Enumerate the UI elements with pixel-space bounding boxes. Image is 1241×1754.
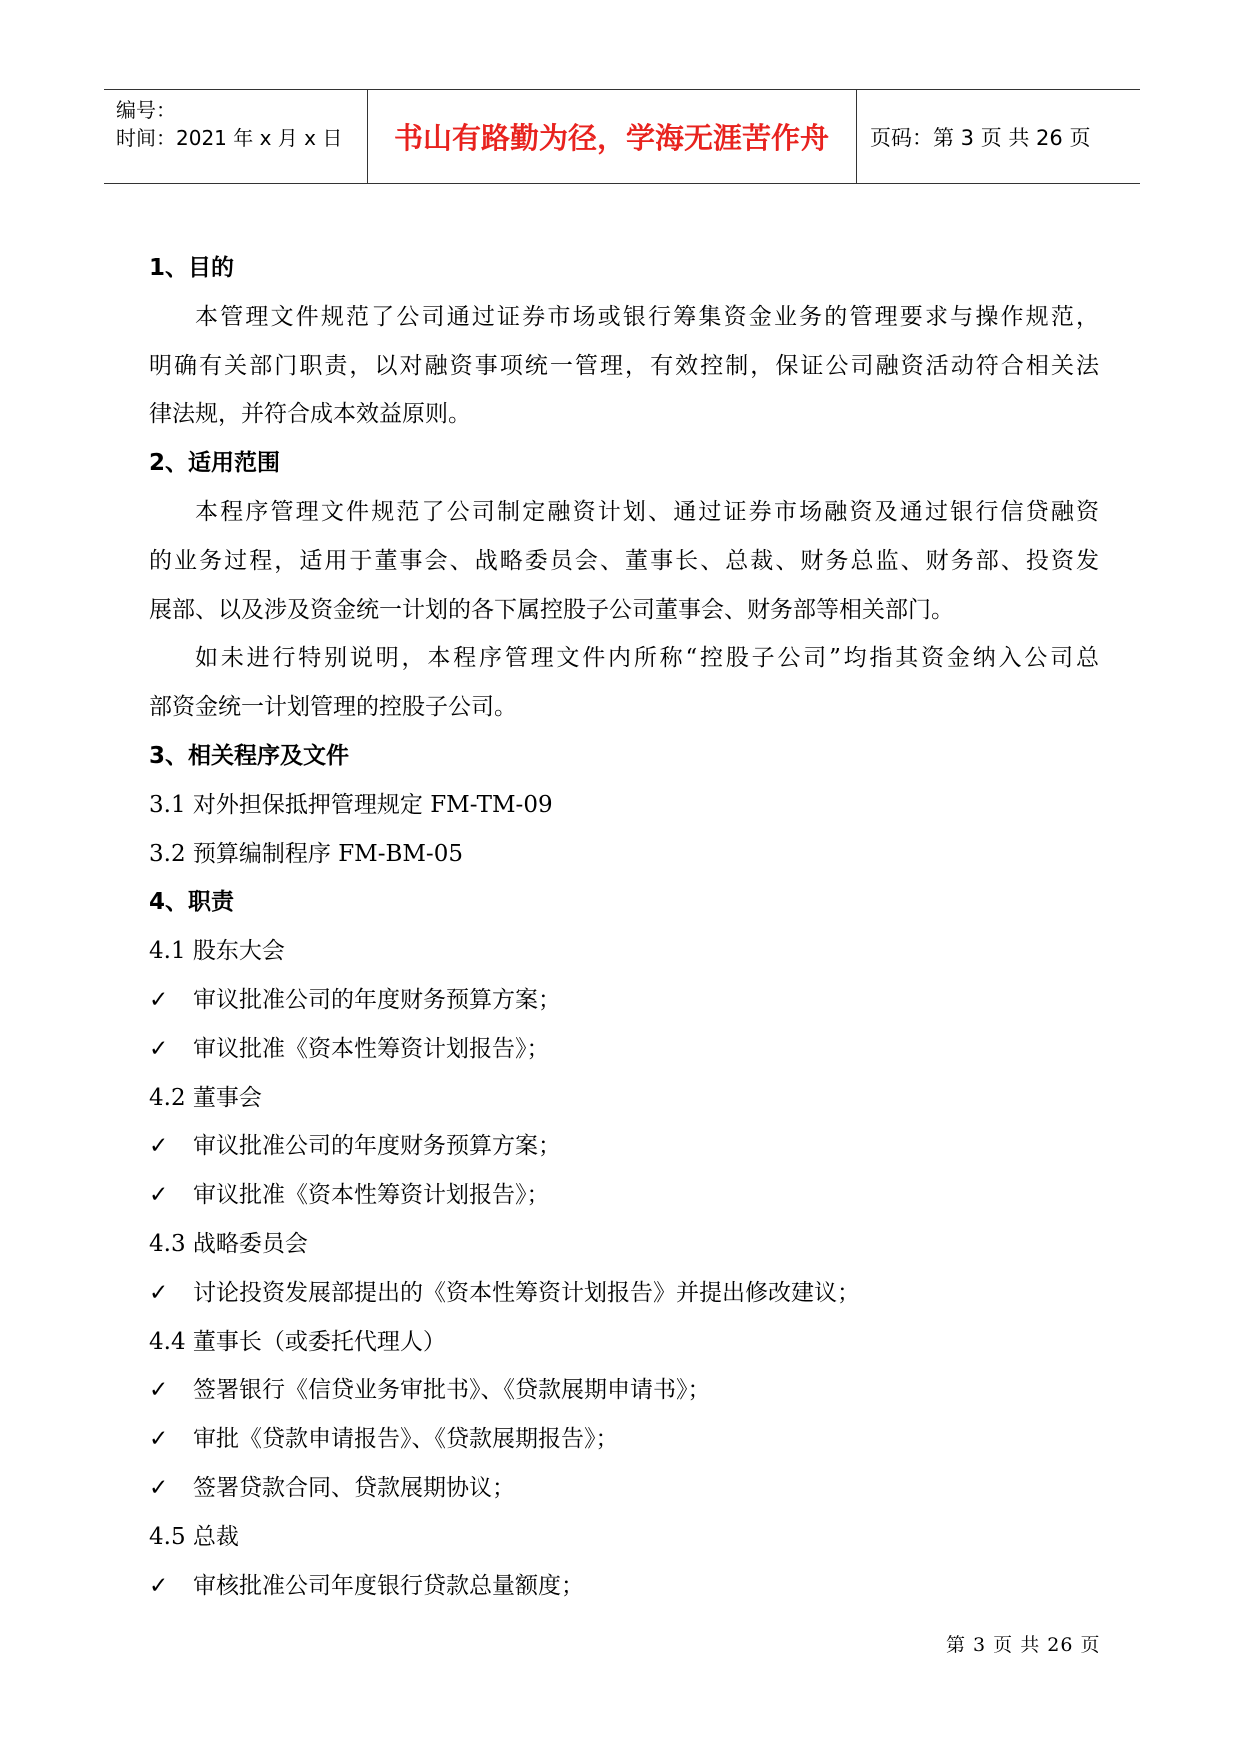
checklist-item-text: 审批《贷款申请报告》、《贷款展期报告》； <box>193 1426 619 1453</box>
checklist-item <box>149 1025 1099 1074</box>
list-heading: 4.2 董事会 <box>149 1084 262 1111</box>
section-heading: 4、职责 <box>149 889 235 916</box>
page-header <box>104 89 1140 184</box>
check-mark-icon: ✓ <box>149 1133 169 1160</box>
check-mark-icon: ✓ <box>149 1474 169 1501</box>
checklist-item-text: 审议批准公司的年度财务预算方案； <box>193 986 561 1013</box>
list-heading: 4.1 股东大会 <box>149 938 285 965</box>
checklist-item <box>149 1562 1099 1611</box>
checklist-item-text: 签署贷款合同、贷款展期协议； <box>193 1474 515 1501</box>
checklist-item <box>149 1122 1099 1171</box>
checklist-item <box>149 1269 1099 1318</box>
section-heading: 3、相关程序及文件 <box>149 742 350 769</box>
paragraph-line: 如未进行特别说明，本程序管理文件内所称“控股子公司”均指其资金纳入公司总 <box>195 645 1099 672</box>
section-heading: 1、目的 <box>149 255 235 281</box>
checklist-item-text: 审核批准公司年度银行贷款总量额度； <box>193 1572 584 1599</box>
paragraph-line: 的业务过程，适用于董事会、战略委员会、董事长、总裁、财务总监、财务部、投资发 <box>149 547 1099 574</box>
checklist-item-text: 审议批准公司的年度财务预算方案； <box>193 1133 561 1160</box>
check-mark-icon: ✓ <box>149 1182 169 1209</box>
checklist-item-text: 审议批准《资本性筹资计划报告》； <box>193 1035 550 1062</box>
page-footer: 第 3 页 共 26 页 <box>946 1634 1101 1656</box>
check-mark-icon: ✓ <box>149 1426 169 1453</box>
checklist-item-text: 审议批准《资本性筹资计划报告》； <box>193 1182 550 1209</box>
document-time-label: 时间：2021 年 x 月 x 日 <box>116 126 343 150</box>
list-heading: 4.5 总裁 <box>149 1523 239 1550</box>
checklist-item <box>149 1366 1099 1415</box>
document-body <box>149 244 1099 1610</box>
document-number-label: 编号： <box>116 98 176 122</box>
checklist-item <box>149 1171 1099 1220</box>
list-heading: 4.4 董事长（或委托代理人） <box>149 1328 446 1355</box>
list-heading: 3.2 预算编制程序 FM-BM-05 <box>149 840 463 867</box>
check-mark-icon: ✓ <box>149 1035 169 1062</box>
list-heading: 3.1 对外担保抵押管理规定 FM-TM-09 <box>149 791 553 818</box>
check-mark-icon: ✓ <box>149 986 169 1013</box>
checklist-item <box>149 1415 1099 1464</box>
paragraph-line: 展部、以及涉及资金统一计划的各下属控股子公司董事会、财务部等相关部门。 <box>149 596 954 623</box>
checklist-item <box>149 1464 1099 1513</box>
paragraph-line: 律法规，并符合成本效益原则。 <box>149 401 471 428</box>
check-mark-icon: ✓ <box>149 1279 169 1306</box>
check-mark-icon: ✓ <box>149 1572 169 1599</box>
section-heading: 2、适用范围 <box>149 450 281 477</box>
checklist-item-text: 签署银行《信贷业务审批书》、《贷款展期申请书》； <box>193 1377 711 1404</box>
paragraph-line: 部资金统一计划管理的控股子公司。 <box>149 694 517 721</box>
check-mark-icon: ✓ <box>149 1377 169 1404</box>
checklist-item <box>149 976 1099 1025</box>
paragraph-line: 本程序管理文件规范了公司制定融资计划、通过证券市场融资及通过银行信贷融资 <box>195 498 1099 525</box>
checklist-item-text: 讨论投资发展部提出的《资本性筹资计划报告》并提出修改建议； <box>193 1279 860 1306</box>
paragraph-line: 本管理文件规范了公司通过证券市场或银行筹集资金业务的管理要求与操作规范， <box>195 303 1099 330</box>
header-page-number: 页码：第 3 页 共 26 页 <box>870 125 1091 150</box>
header-left-cell <box>116 96 342 152</box>
header-motto: 书山有路勤为径，学海无涯苦作舟 <box>393 121 829 155</box>
paragraph-line: 明确有关部门职责，以对融资事项统一管理，有效控制，保证公司融资活动符合相关法 <box>149 352 1099 379</box>
list-heading: 4.3 战略委员会 <box>149 1230 308 1257</box>
